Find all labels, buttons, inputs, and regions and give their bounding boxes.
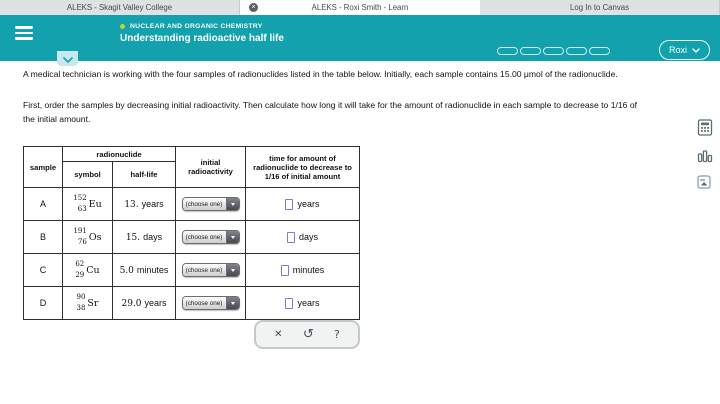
col-header-half-life: half-life	[113, 162, 176, 188]
element-symbol: Sr	[87, 297, 99, 309]
sample-label: B	[24, 221, 63, 254]
sample-label: D	[24, 287, 63, 320]
nuclide-symbol	[63, 259, 112, 281]
chevron-down-icon	[63, 57, 73, 63]
atomic-number: 38	[76, 304, 86, 312]
browser-tab-skagit[interactable]	[0, 0, 240, 15]
course-name: NUCLEAR AND ORGANIC CHEMISTRY	[130, 23, 263, 30]
help-button[interactable]: ?	[334, 328, 340, 341]
col-header-symbol: symbol	[63, 162, 113, 188]
mass-number: 152	[73, 194, 87, 202]
question-table	[23, 146, 360, 320]
course-status-dot-icon	[120, 24, 125, 29]
atomic-number: 76	[77, 238, 87, 246]
lesson-block	[120, 23, 284, 44]
nuclide-symbol	[63, 292, 112, 314]
half-life-cell: 29.0 years	[113, 287, 176, 320]
time-answer-input[interactable]	[281, 265, 289, 276]
dropdown-selected-value: (choose one)	[183, 297, 226, 309]
progress-segment	[589, 47, 610, 55]
col-header-sample: sample	[24, 147, 63, 188]
time-unit-label: days	[298, 232, 318, 242]
chevron-down-icon	[692, 48, 700, 53]
half-life-cell: 13. years	[113, 188, 176, 221]
half-life-cell: 5.0 minutes	[113, 254, 176, 287]
atomic-number: 29	[75, 271, 85, 279]
dropdown-selected-value: (choose one)	[183, 231, 226, 243]
time-unit-label: minutes	[292, 265, 325, 275]
col-header-radionuclide: radionuclide	[63, 147, 176, 162]
browser-tab-title: ALEKS - Roxi Smith - Learn	[311, 3, 409, 12]
progress-segment	[566, 47, 587, 55]
dropdown-selected-value: (choose one)	[183, 198, 226, 210]
dropdown-arrow-icon	[226, 297, 239, 309]
browser-tab-aleks-learn[interactable]	[240, 0, 480, 15]
user-name: Roxi	[668, 45, 687, 55]
radioactivity-rank-dropdown[interactable]	[182, 197, 240, 211]
mass-number: 191	[73, 227, 87, 235]
lesson-title: Understanding radioactive half life	[120, 33, 284, 44]
table-row-d	[24, 287, 360, 320]
radioactivity-rank-dropdown[interactable]	[182, 230, 240, 244]
dropdown-selected-value: (choose one)	[183, 264, 226, 276]
reference-icon[interactable]	[697, 175, 711, 194]
sample-label: C	[24, 254, 63, 287]
table-row-b	[24, 221, 360, 254]
dropdown-arrow-icon	[226, 198, 239, 210]
progress-segment	[520, 47, 541, 55]
radioactivity-rank-dropdown[interactable]	[182, 296, 240, 310]
nuclide-symbol	[63, 193, 112, 215]
user-menu-button[interactable]	[659, 40, 710, 60]
radioactivity-rank-dropdown[interactable]	[182, 263, 240, 277]
app-header	[0, 15, 720, 61]
collapse-panel-button[interactable]	[57, 51, 78, 66]
col-header-time: time for amount of radionuclide to decrease to 1/16 of initial amount	[246, 147, 360, 188]
clear-answer-button[interactable]: ✕	[274, 329, 283, 340]
progress-segment	[497, 47, 518, 55]
bar-chart-icon[interactable]	[697, 148, 713, 168]
hamburger-menu-icon[interactable]	[15, 26, 33, 40]
col-header-initial-radioactivity: initial radioactivity	[176, 147, 246, 188]
atomic-number: 63	[77, 205, 87, 213]
time-unit-label: years	[297, 298, 320, 308]
time-answer-input[interactable]	[285, 199, 293, 210]
half-life-cell: 15. days	[113, 221, 176, 254]
sample-label: A	[24, 188, 63, 221]
undo-button[interactable]: ↺	[302, 327, 314, 342]
tab-close-icon[interactable]: ×	[249, 3, 258, 12]
mass-number: 90	[76, 293, 86, 301]
answer-toolbar	[254, 320, 360, 349]
progress-segment	[543, 47, 564, 55]
browser-tab-bar	[0, 0, 720, 15]
dropdown-arrow-icon	[226, 264, 239, 276]
mass-number: 62	[75, 260, 85, 268]
dropdown-arrow-icon	[226, 231, 239, 243]
element-symbol: Os	[88, 231, 102, 243]
nuclide-symbol	[63, 226, 112, 248]
browser-tab-title: Log In to Canvas	[570, 3, 629, 12]
time-answer-input[interactable]	[285, 298, 293, 309]
time-unit-label: years	[297, 199, 320, 209]
browser-tab-canvas[interactable]	[480, 0, 720, 15]
table-row-a	[24, 188, 360, 221]
table-row-c	[24, 254, 360, 287]
problem-paragraph-1: A medical technician is working with the four samples of radionuclides listed in the table below. Initially, each sample contains 15.00 μmol of the radionuclide.	[23, 69, 618, 79]
element-symbol: Eu	[88, 198, 102, 210]
browser-tab-title: ALEKS - Skagit Valley College	[66, 3, 173, 12]
progress-bar	[497, 47, 612, 55]
problem-paragraph-2: First, order the samples by decreasing initial radioactivity. Then calculate how long it will take for the amount of radionuclide in each sample to decrease to 1/16 of the initial amount.	[23, 100, 637, 124]
time-answer-input[interactable]	[287, 232, 295, 243]
calculator-icon[interactable]	[697, 119, 713, 141]
element-symbol: Cu	[86, 264, 100, 276]
